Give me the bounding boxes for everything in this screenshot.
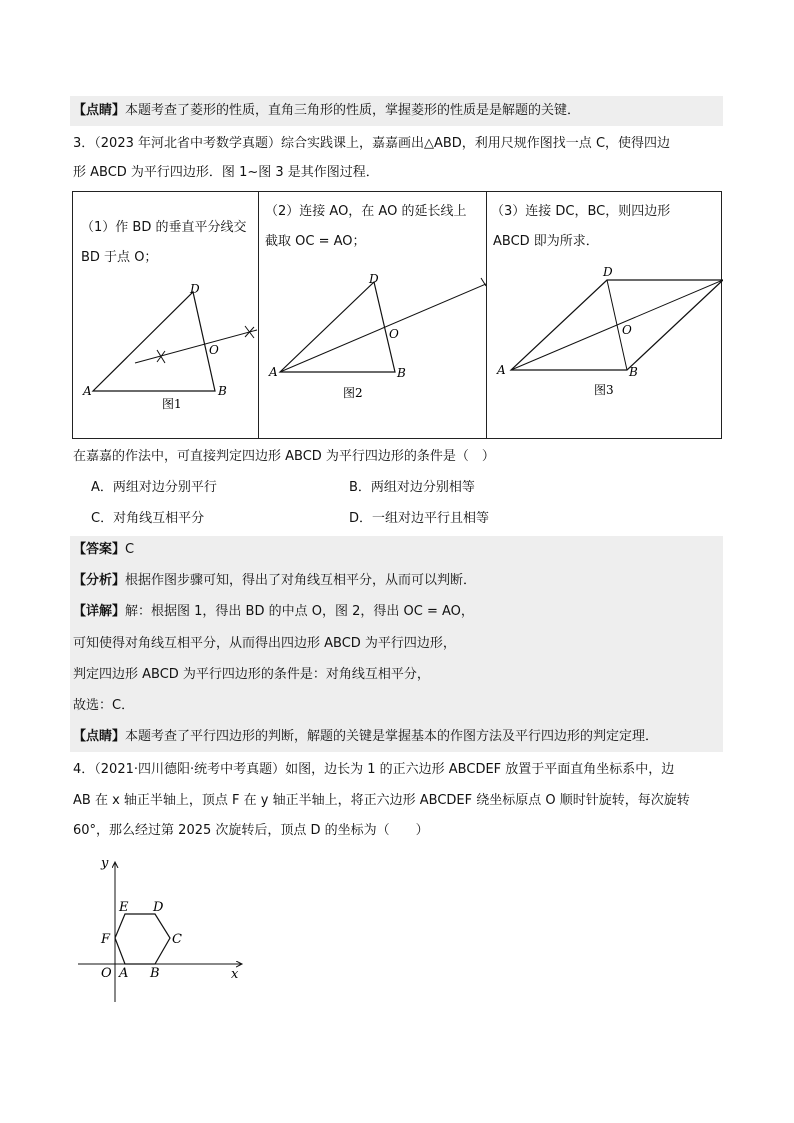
figure-1	[73, 192, 258, 438]
q2-point: 【点睛】本题考查了菱形的性质，直角三角形的性质，掌握菱形的性质是是解题的关键．	[73, 103, 581, 118]
figure-1-caption: 图1	[162, 397, 182, 411]
triangle-abd	[280, 282, 395, 372]
label-o: O	[622, 323, 632, 337]
label-d: D	[190, 282, 200, 296]
option-d[interactable]: D．一组对边平行且相等	[349, 511, 490, 526]
q3-detail-line2: 可知使得对角线互相平分，从而得出四边形 ABCD 为平行四边形，	[73, 636, 456, 651]
label-d: D	[603, 265, 613, 279]
option-c[interactable]: C．对角线互相平分	[91, 511, 205, 526]
step1-text-a: （1）作 BD 的垂直平分线交	[81, 220, 247, 235]
label-b: B	[629, 365, 638, 379]
q3-answer: 【答案】C	[73, 542, 135, 557]
step2-text-a: （2）连接 AO，在 AO 的延长线上	[265, 204, 467, 219]
arc-mark	[245, 326, 254, 338]
label-d: D	[369, 272, 379, 286]
q4-stem-line3: 60°，那么经过第 2025 次旋转后，顶点 D 的坐标为（ ）	[73, 823, 429, 838]
perpendicular-bisector	[135, 330, 257, 363]
construction-figure-table	[72, 191, 722, 439]
option-b[interactable]: B．两组对边分别相等	[349, 480, 475, 495]
label-o: O	[389, 327, 399, 341]
q3-analysis: 【分析】根据作图步骤可知，得出了对角线互相平分，从而可以判断．	[73, 573, 477, 588]
q3-stem-line1: 3．（2023 年河北省中考数学真题）综合实践课上，嘉嘉画出△ABD，利用尺规作图找一点 C，使得四边	[73, 136, 671, 151]
q4-stem-line2: AB 在 x 轴正半轴上，顶点 F 在 y 轴正半轴上，将正六边形 ABCDEF 绕坐标原点 O 顺时针旋转，每次旋转	[73, 793, 690, 808]
hexagon-figure	[70, 850, 260, 1010]
label-x: x	[231, 967, 239, 982]
label-a: A	[269, 365, 278, 379]
q3-question: 在嘉嘉的作法中，可直接判定四边形 ABCD 为平行四边形的条件是（ ）	[73, 449, 495, 464]
label-y: y	[101, 856, 109, 871]
label-e: E	[119, 900, 129, 915]
label-o: O	[209, 343, 219, 357]
figure-2	[259, 192, 486, 438]
label-b: B	[150, 966, 160, 981]
ray-ao-extension	[280, 284, 486, 372]
q4-stem-line1: 4．（2021·四川德阳·统考中考真题）如图，边长为 1 的正六边形 ABCDEF 放置于平面直角坐标系中，边	[73, 762, 675, 777]
label-b: B	[397, 366, 406, 380]
label-a: A	[119, 966, 129, 981]
label-d: D	[153, 900, 164, 915]
hexagon-abcdef	[115, 914, 170, 964]
label-o: O	[101, 966, 112, 981]
step2-text-b: 截取 OC = AO；	[265, 234, 366, 249]
label-b: B	[218, 384, 227, 398]
figure-3-caption: 图3	[594, 383, 614, 397]
label-f: F	[101, 932, 111, 947]
q3-detail-line4: 故选：C．	[73, 698, 135, 713]
step3-text-b: ABCD 即为所求．	[493, 234, 599, 249]
label-a: A	[83, 384, 92, 398]
q3-detail-line3: 判定四边形 ABCD 为平行四边形的条件是：对角线互相平分，	[73, 667, 430, 682]
step1-text-b: BD 于点 O；	[81, 250, 158, 265]
triangle-abd	[93, 292, 215, 391]
q3-stem-line2: 形 ABCD 为平行四边形．图 1~图 3 是其作图过程．	[73, 165, 379, 180]
label-c: C	[172, 932, 182, 947]
figure-2-caption: 图2	[343, 386, 363, 400]
label-a: A	[497, 363, 506, 377]
step3-text-a: （3）连接 DC，BC，则四边形	[491, 204, 671, 219]
q3-detail-line1: 【详解】解：根据图 1，得出 BD 的中点 O，图 2，得出 OC = AO，	[73, 604, 474, 619]
option-a[interactable]: A．两组对边分别平行	[91, 480, 217, 495]
figure-3	[487, 192, 723, 438]
q3-point: 【点睛】本题考查了平行四边形的判断，解题的关键是掌握基本的作图方法及平行四边形的判定定理．	[73, 729, 659, 744]
